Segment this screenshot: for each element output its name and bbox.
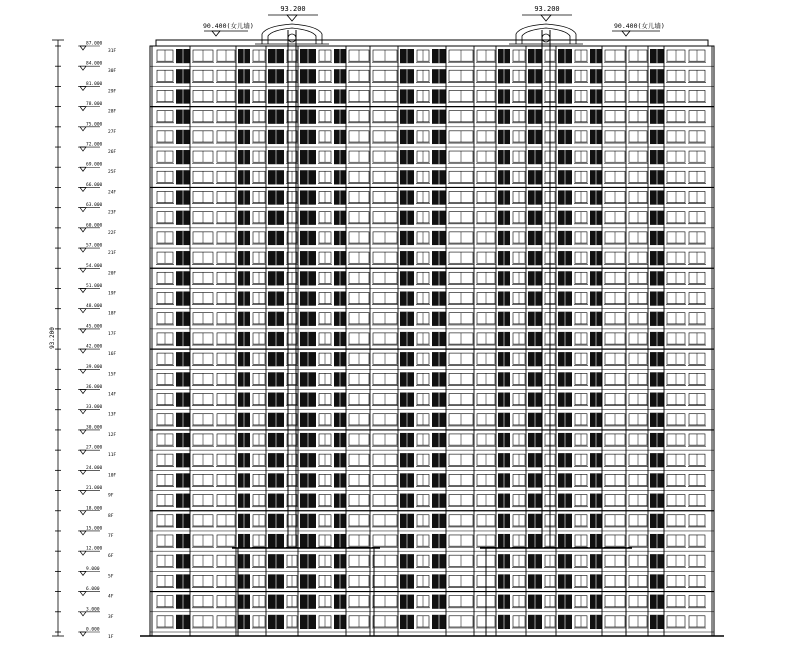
floor-label-text: 27F [108,129,117,135]
level-elevation-text: 87.000 [86,41,103,47]
level-elevation-text: 75.000 [86,122,103,128]
level-elevation-text: 33.000 [86,405,103,411]
level-elevation-text: 36.000 [86,385,103,391]
level-elevation-text: 57.000 [86,243,103,249]
floor-label-text: 31F [108,49,117,54]
level-elevation-text: 27.000 [86,445,103,451]
level-elevation-text: 21.000 [86,486,103,492]
floor-label-text: 13F [108,412,117,418]
floor-label-text: 16F [108,352,117,358]
floor-label-text: 29F [108,89,117,95]
level-elevation-text: 24.000 [86,465,103,471]
floor-label-text: 6F [108,554,114,560]
level-elevation-text: 81.000 [86,81,103,87]
level-elevation-text: 15.000 [86,526,103,532]
floor-label-text: 8F [108,513,114,519]
level-elevation-text: 6.000 [86,587,100,593]
level-elevation-text: 60.000 [86,223,103,229]
floor-label-text: 30F [108,69,117,75]
level-elevation-text: 9.000 [86,566,100,572]
left-roof-height-text: 93.200 [280,5,306,13]
floor-label-text: 15F [108,372,117,378]
floor-label-text: 22F [108,230,117,236]
floor-label-text: 23F [108,210,117,216]
right-parapet-note-text: 90.400(女儿墙) [614,22,665,30]
level-elevation-text: 18.000 [86,506,103,512]
level-elevation-text: 45.000 [86,324,103,330]
level-elevation-text: 12.000 [86,546,103,552]
floor-label-text: 28F [108,109,117,115]
floor-label-text: 17F [108,331,117,337]
level-elevation-text: 0.000 [86,627,100,633]
left-parapet-note-text: 90.400(女儿墙) [203,22,254,30]
level-elevation-text: 51.000 [86,283,103,289]
floor-label-text: 14F [108,392,117,398]
level-elevation-text: 39.000 [86,364,103,370]
level-elevation-text: 78.000 [86,102,103,108]
total-height-text: 93.200 [49,327,56,349]
level-elevation-text: 30.000 [86,425,103,431]
floor-label-text: 20F [108,271,117,277]
floor-label-text: 11F [108,453,117,459]
floor-label-text: 1F [108,635,114,640]
floor-label-text: 21F [108,251,117,257]
level-elevation-text: 42.000 [86,344,103,350]
level-elevation-text: 84.000 [86,61,103,67]
floor-label-text: 26F [108,150,117,156]
floor-label-text: 19F [108,291,117,297]
right-roof-height-text: 93.200 [534,5,560,13]
level-elevation-text: 54.000 [86,263,103,269]
level-elevation-text: 66.000 [86,182,103,188]
floor-label-text: 7F [108,533,114,539]
level-elevation-text: 48.000 [86,304,103,310]
floor-label-text: 9F [108,493,114,499]
floor-label-text: 3F [108,614,114,620]
level-elevation-text: 69.000 [86,162,103,168]
floor-label-text: 12F [108,432,117,438]
floor-label-text: 24F [108,190,117,196]
floor-label-text: 4F [108,594,114,600]
level-elevation-text: 63.000 [86,203,103,209]
floor-label-text: 5F [108,574,114,580]
floor-label-text: 10F [108,473,117,479]
floor-label-text: 25F [108,170,117,176]
level-elevation-text: 3.000 [86,607,100,613]
floor-label-text: 18F [108,311,117,317]
level-elevation-text: 72.000 [86,142,103,148]
